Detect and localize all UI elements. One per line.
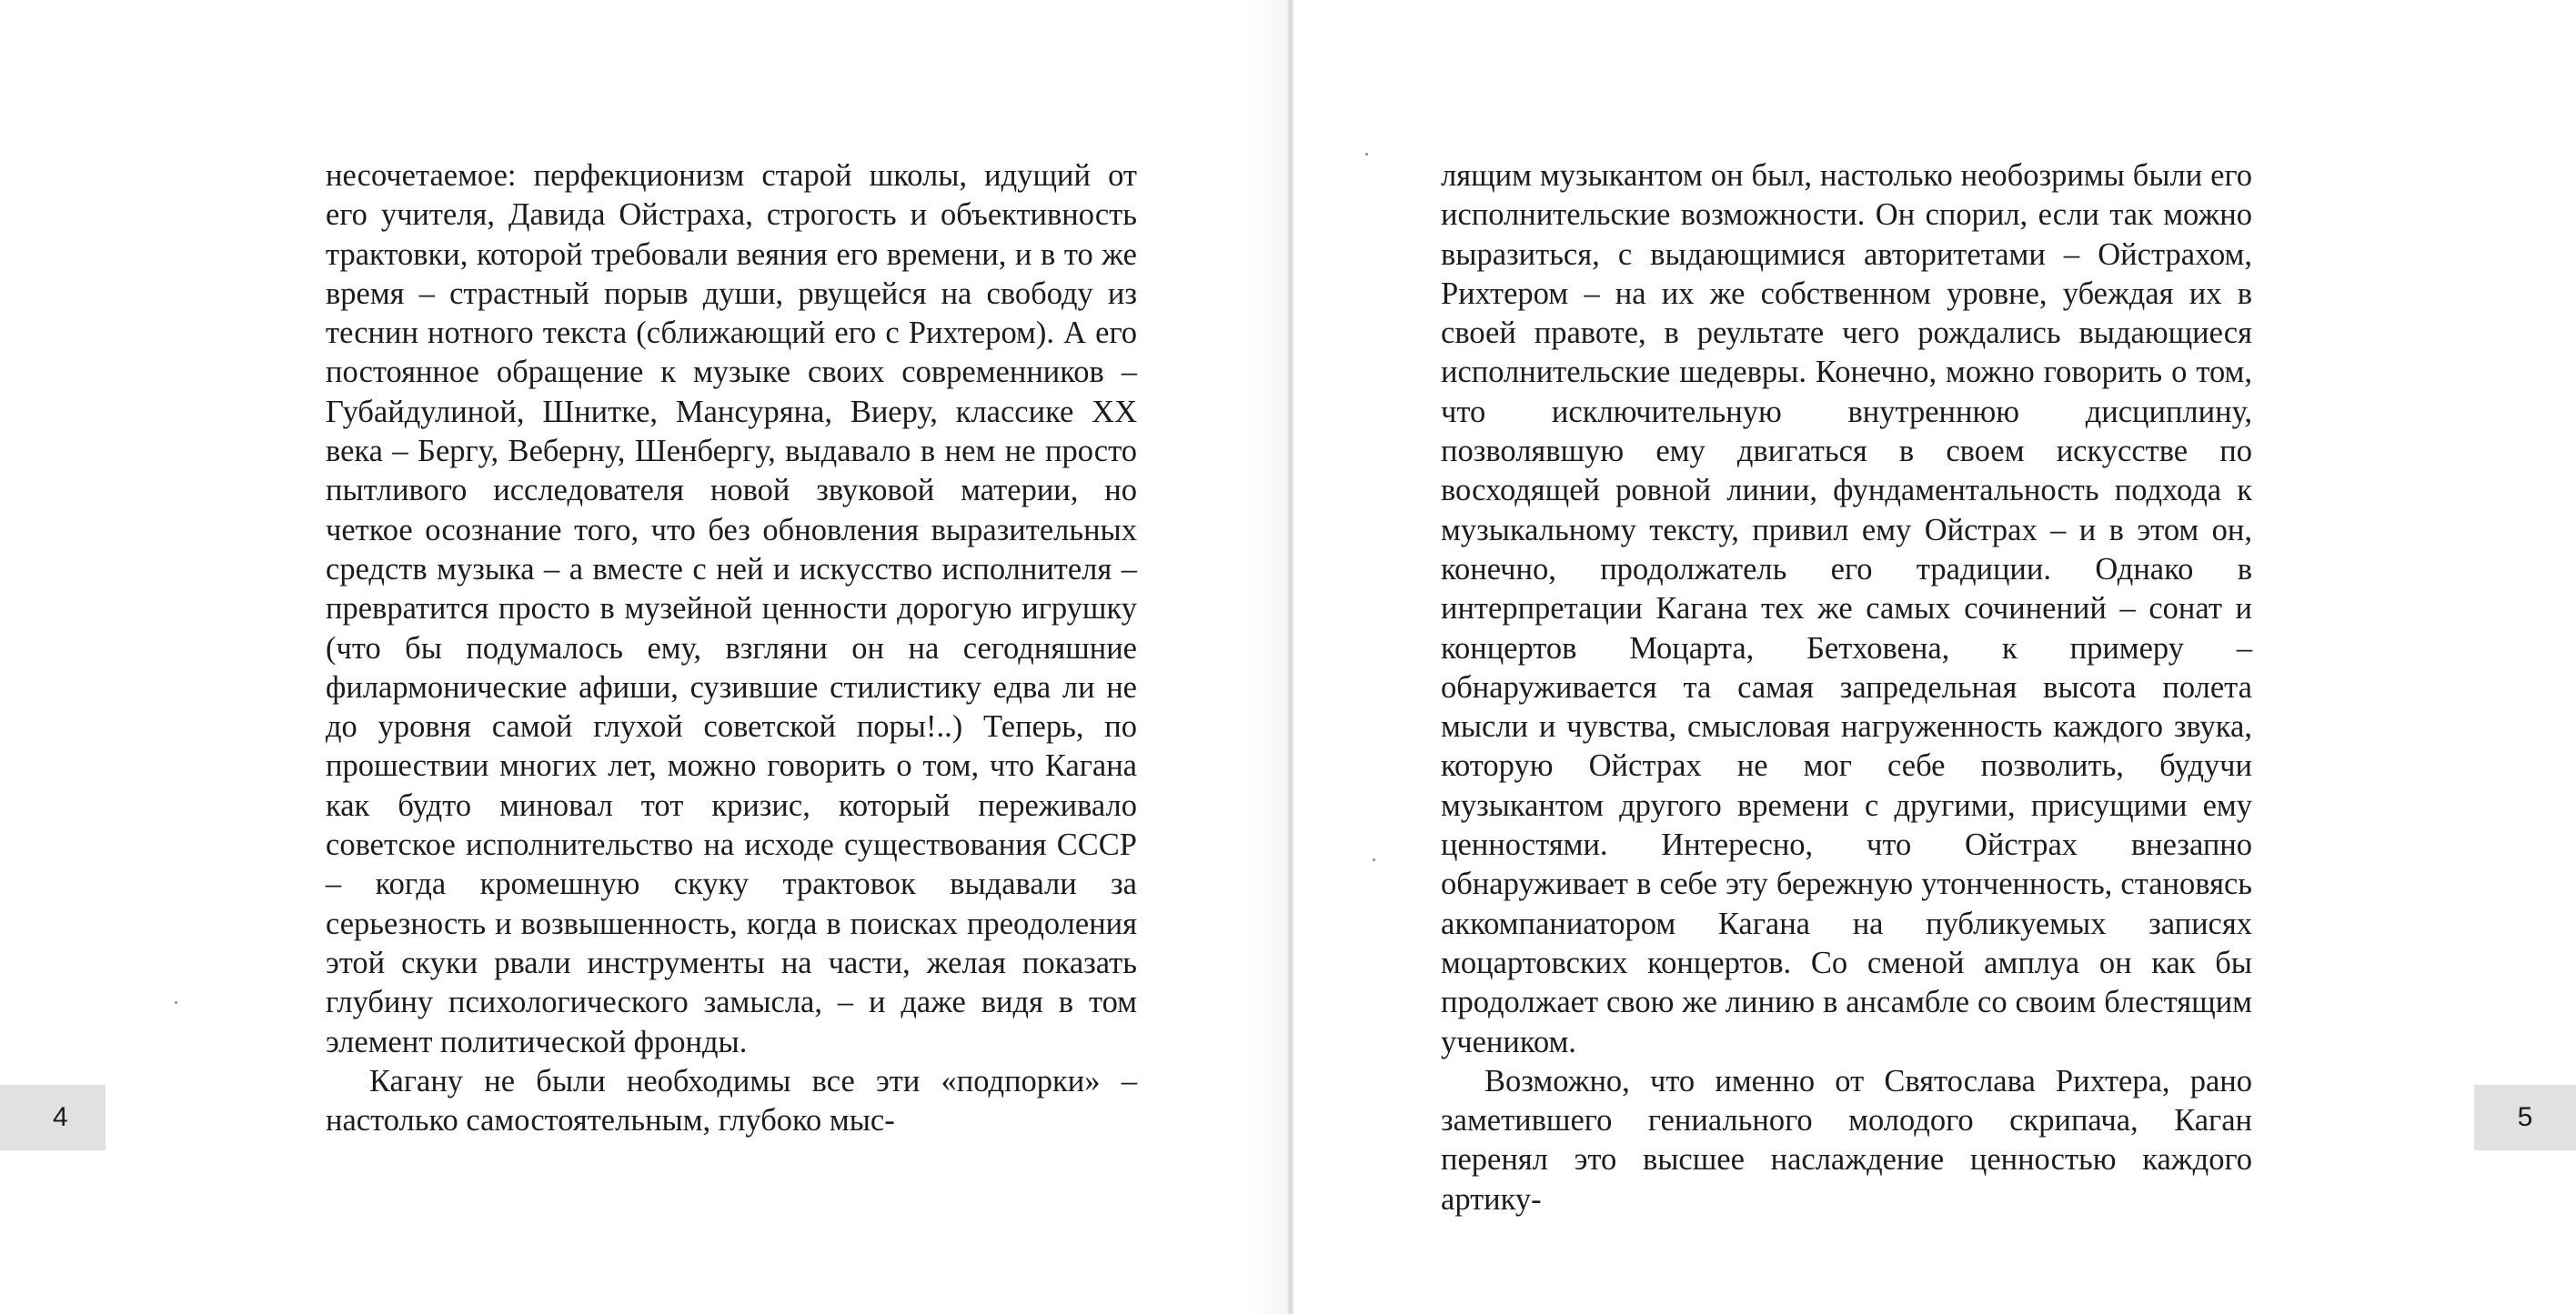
page-number-tab	[2474, 1085, 2576, 1150]
paragraph: Возможно, что именно от Святослава Рихтера, рано заметившего гениального молодого скрипача, Каган перенял это высшее наслаждение ценностью каждого артику-	[1441, 1063, 2252, 1217]
fold-shadow	[1246, 0, 1287, 1314]
left-page-text	[326, 156, 1137, 1140]
paragraph: Кагану не были необходимы все эти «подпорки» – настолько самостоятельным, глубоко мыс-	[326, 1063, 1137, 1138]
paper-speck	[1365, 153, 1368, 155]
page-number: 5	[2517, 1102, 2533, 1132]
paragraph: лящим музыкантом он был, настолько необозримы были его исполнительские возможности. Он спорил, если так можно выразиться, с выдающимися авторитетами – Ойстрахом, Рихтером – на их же собственном уровне, убеждая их в своей правоте, в реультате чего рождались выдающиеся исполнительские шедевры. Конечно, можно говорить о том, что исключительную внутреннюю дисциплину, позволявшую ему двигаться в своем искусстве по восходящей ровной линии, фундаментальность подхода к музыкальному тексту, привил ему Ойстрах – и в этом он, конечно, продолжатель его традиции. Однако в интерпретации Кагана тех же самых сочинений – сонат и концертов Моцарта, Бетховена, к примеру – обнаруживается та самая запредельная высота полета мысли и чувства, смысловая нагруженность каждого звука, которую Ойстрах не мог себе позволить, будучи музыкантом другого времени с другими, присущими ему ценностями. Интересно, что Ойстрах внезапно обнаруживает в себе эту бережную утонченность, становясь аккомпаниатором Кагана на публикуемых записях моцартовских концертов. Со сменой амплуа он как бы продолжает свою же линию в ансамбле со своим блестящим учеником.	[1441, 158, 2252, 1059]
book-gutter	[1287, 0, 1294, 1314]
page-number: 4	[53, 1102, 68, 1132]
left-page	[0, 0, 1287, 1314]
page-number-tab	[0, 1085, 106, 1150]
right-page	[1294, 0, 2576, 1314]
right-page-text	[1441, 156, 2252, 1219]
paper-speck	[1373, 858, 1375, 861]
paragraph: несочетаемое: перфекционизм старой школы, идущий от его учителя, Давида Ойстраха, строгость и объективность трактовки, которой требовали веяния его времени, и в то же время – страстный порыв души, рвущейся на свободу из теснин нотного текста (сближающий его с Рихтером). А его постоянное обращение к музыке своих современников – Губайдулиной, Шнитке, Мансуряна, Виеру, классике XX века – Бергу, Веберну, Шенбергу, выдавало в нем не просто пытливого исследователя новой звуковой материи, но четкое осознание того, что без обновления выразительных средств музыка – а вместе с ней и искусство исполнителя – превратится просто в музейной ценности дорогую игрушку (что бы подумалось ему, взгляни он на сегодняшние филармонические афиши, сузившие стилистику едва ли не до уровня самой глухой советской поры!..) Теперь, по прошествии многих лет, можно говорить о том, что Кагана как будто миновал тот кризис, который переживало советское исполнительство на исходе существования СССР – когда кромешную скуку трактовок выдавали за серьезность и возвышенность, когда в поисках преодоления этой скуки рвали инструменты на части, желая показать глубину психологического замысла, – и даже видя в том элемент политической фронды.	[326, 158, 1137, 1059]
paper-speck	[175, 1001, 177, 1004]
